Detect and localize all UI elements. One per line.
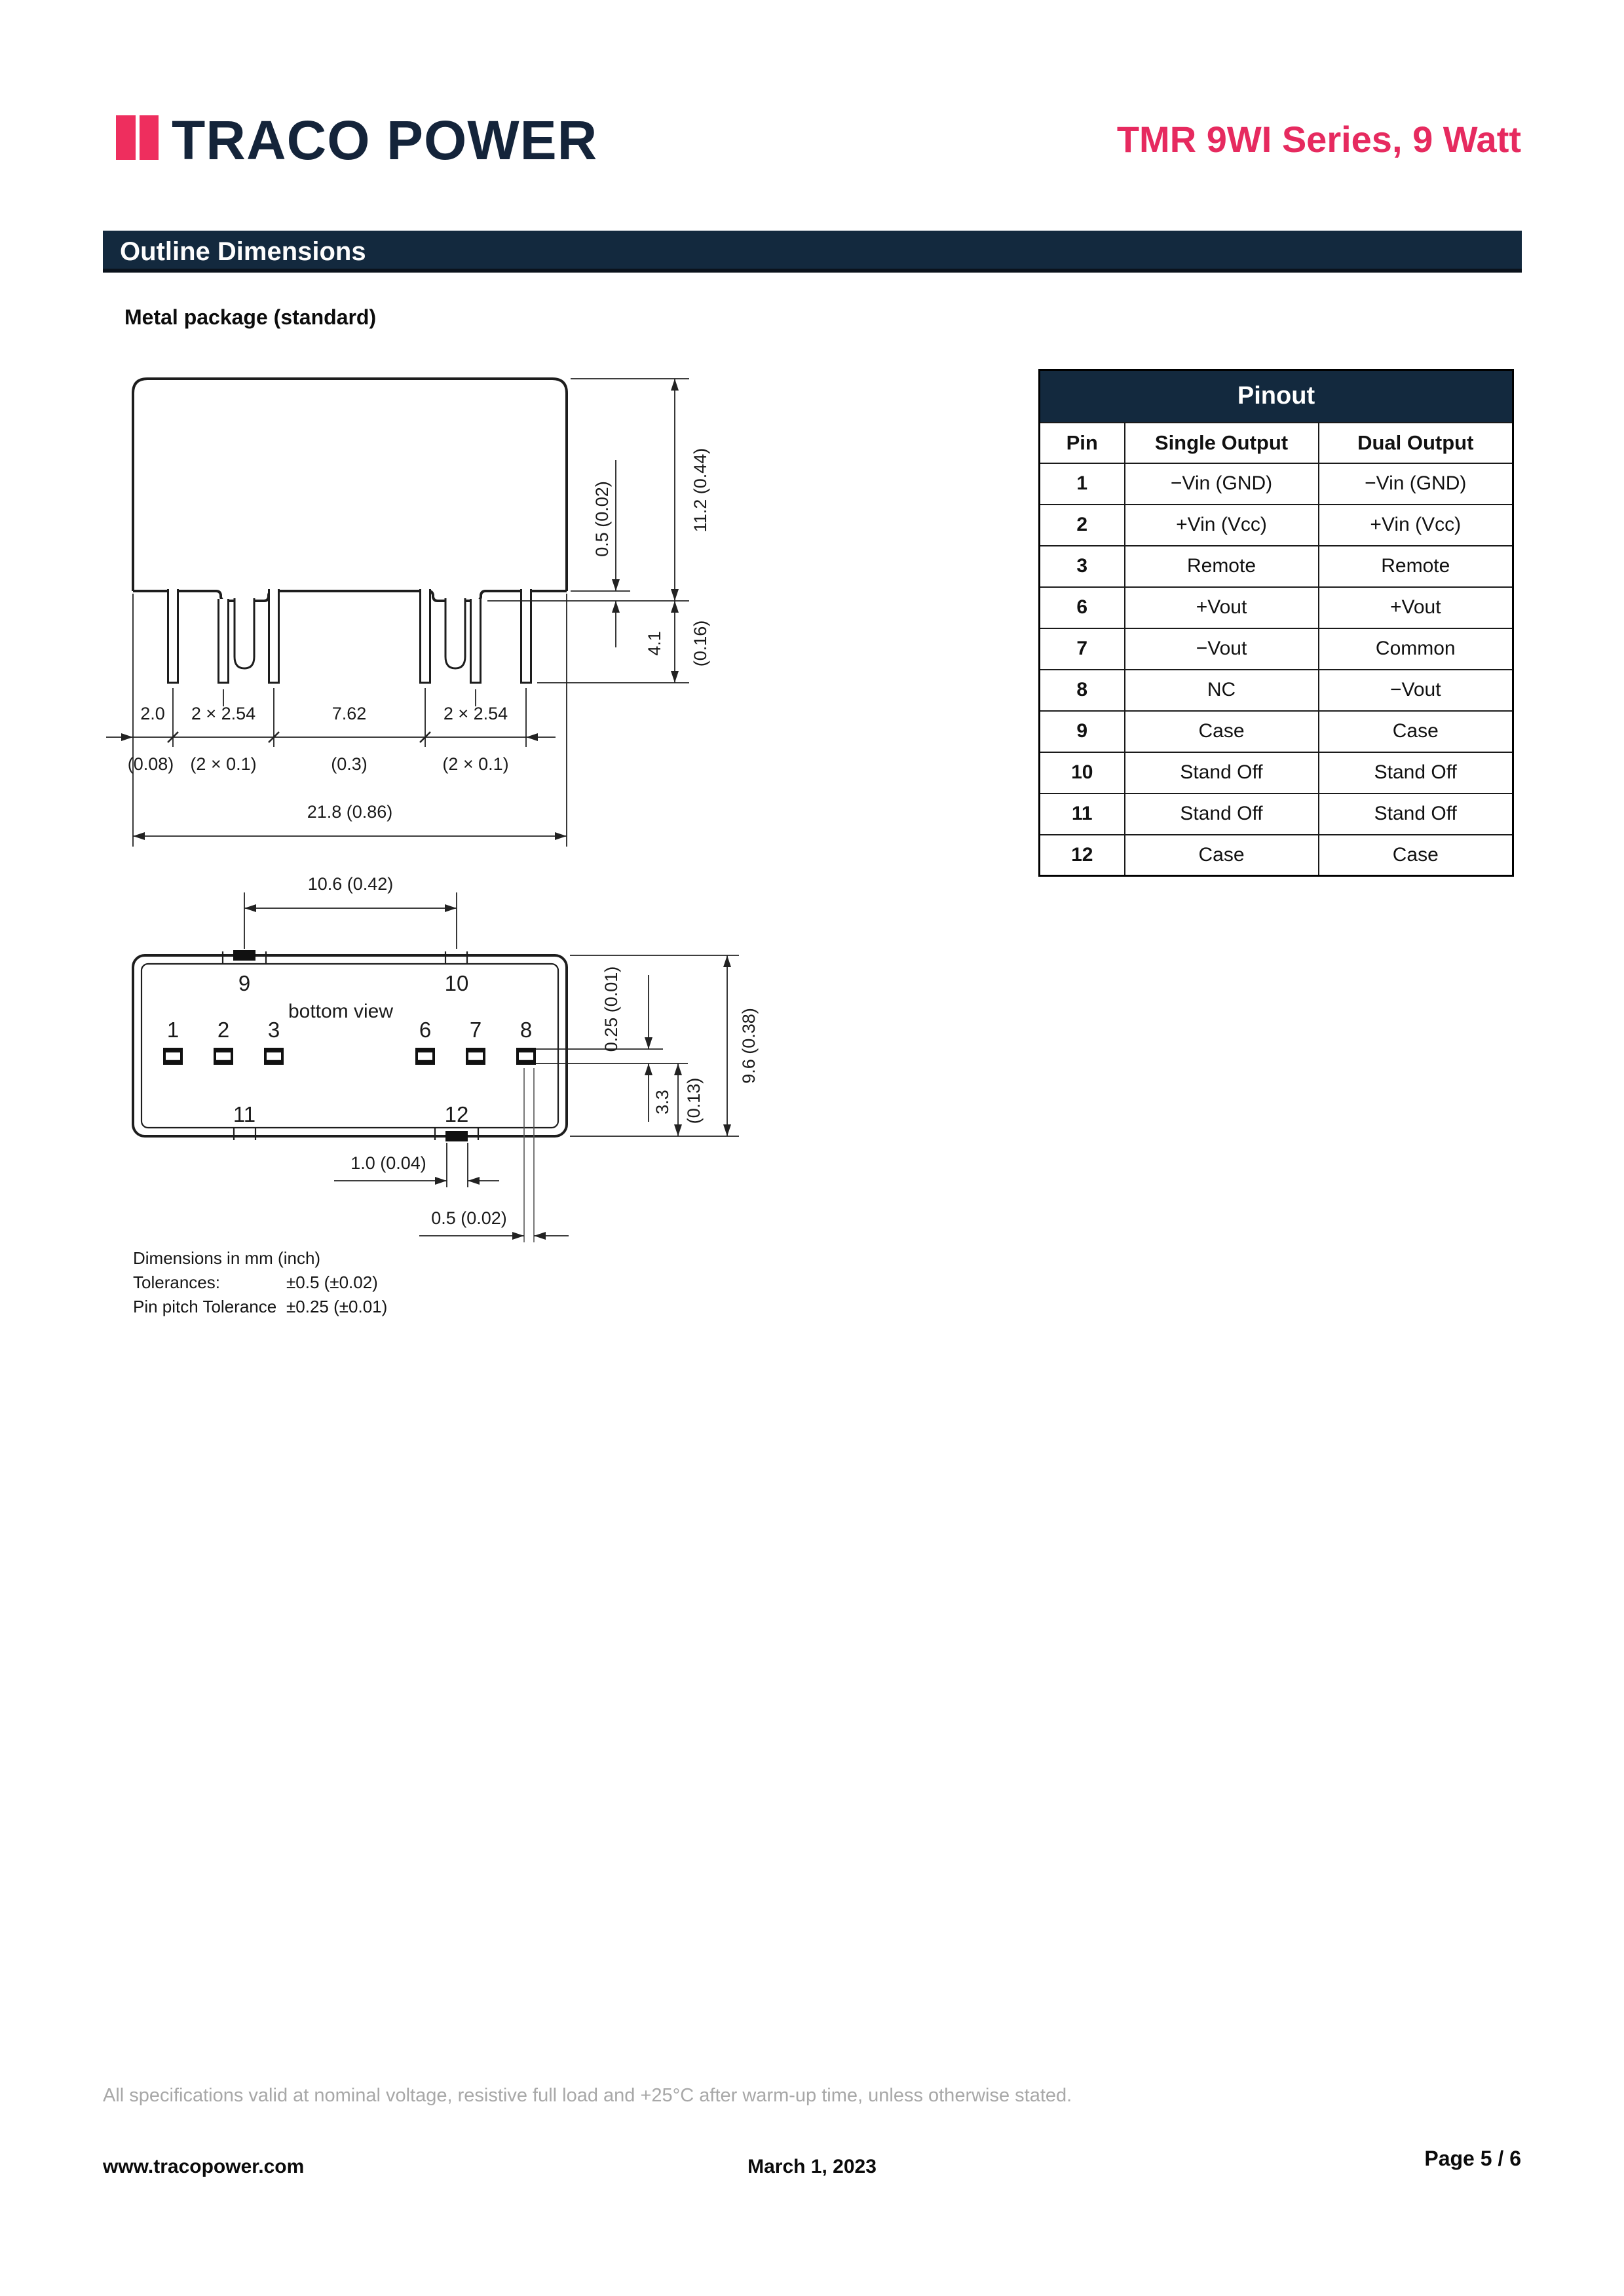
pin-label-9: 9 xyxy=(238,971,251,995)
table-row xyxy=(1040,628,1513,670)
column-header-pin: Pin xyxy=(1040,423,1125,463)
note-pin-pitch-value: ±0.25 (±0.01) xyxy=(286,1297,388,1316)
footer-page-number: Page 5 / 6 xyxy=(1424,2147,1521,2170)
dimension-lines xyxy=(106,379,689,847)
spec-disclaimer: All specifications valid at nominal voltage, resistive full load and +25°C after warm-up time, unless otherwise stated. xyxy=(103,2085,1072,2106)
pin-label-3: 3 xyxy=(267,1018,280,1042)
pin-number-cell: 7 xyxy=(1040,628,1125,670)
pin-function-cell: Remote xyxy=(1319,546,1513,587)
pin-pads xyxy=(164,1049,535,1063)
side-view-drawing xyxy=(98,360,753,858)
dim-standoff-pitch-label: 10.6 (0.42) xyxy=(307,874,394,894)
dimension-lines xyxy=(244,892,739,1242)
table-row xyxy=(1040,587,1513,628)
pin-number-cell: 12 xyxy=(1040,835,1125,876)
dim-depth-label: 9.6 (0.38) xyxy=(739,1008,759,1084)
dim-pad-row-in-label: (0.13) xyxy=(684,1077,704,1124)
dim-left-mm-label: 2.0 xyxy=(140,704,165,723)
table-row xyxy=(1040,752,1513,794)
note-pin-pitch-label: Pin pitch Tolerance xyxy=(133,1297,277,1316)
section-header: Outline Dimensions xyxy=(103,231,1522,273)
footer-website: www.tracopower.com xyxy=(103,2156,305,2177)
footer-date: March 1, 2023 xyxy=(747,2156,877,2177)
logo-bar-icon xyxy=(140,115,159,160)
pin xyxy=(471,599,481,683)
pin-function-cell: +Vout xyxy=(1319,587,1513,628)
pin xyxy=(269,589,279,683)
pin xyxy=(521,589,531,683)
pin xyxy=(219,599,229,683)
bottom-view-caption: bottom view xyxy=(288,1001,394,1022)
dim-center-in-label: (0.3) xyxy=(331,754,368,774)
dim-pitch2-mm-label: 2 × 2.54 xyxy=(443,704,508,723)
dim-tab-width-label: 1.0 (0.04) xyxy=(350,1153,426,1173)
pin-label-12: 12 xyxy=(444,1102,469,1126)
pin-number-cell: 6 xyxy=(1040,587,1125,628)
pin xyxy=(421,589,430,683)
dim-total-height-label: 11.2 (0.44) xyxy=(690,448,710,533)
table-row xyxy=(1040,835,1513,876)
pin xyxy=(168,589,178,683)
package-bottom-edge xyxy=(133,591,567,601)
logo-text: TRACO POWER xyxy=(172,109,598,171)
pin-number-cell: 9 xyxy=(1040,711,1125,752)
table-row xyxy=(1040,711,1513,752)
column-header-dual-output: Dual Output xyxy=(1319,423,1513,463)
product-title: TMR 9WI Series, 9 Watt xyxy=(1116,119,1521,160)
pin-label-2: 2 xyxy=(217,1018,230,1042)
pin-number-cell: 2 xyxy=(1040,505,1125,546)
logo-bar-icon xyxy=(116,115,136,160)
standoff-pin xyxy=(235,598,254,668)
pin-function-cell: −Vin (GND) xyxy=(1125,463,1319,505)
dim-center-mm-label: 7.62 xyxy=(331,704,367,723)
pinout-table-title: Pinout xyxy=(1040,370,1513,423)
pin-function-cell: Case xyxy=(1125,711,1319,752)
dim-step-label: 0.5 (0.02) xyxy=(592,481,612,557)
pin-number-cell: 10 xyxy=(1040,752,1125,794)
pin-function-cell: Stand Off xyxy=(1319,752,1513,794)
pin-function-cell: Common xyxy=(1319,628,1513,670)
pin-label-1: 1 xyxy=(166,1018,179,1042)
pin-function-cell: +Vin (Vcc) xyxy=(1125,505,1319,546)
pin-number-cell: 3 xyxy=(1040,546,1125,587)
pin-label-6: 6 xyxy=(419,1018,432,1042)
pin-function-cell: −Vout xyxy=(1125,628,1319,670)
pin-function-cell: −Vout xyxy=(1319,670,1513,711)
pin-function-cell: Remote xyxy=(1125,546,1319,587)
bottom-view-inner-outline xyxy=(142,964,558,1128)
dim-total-width-label: 21.8 (0.86) xyxy=(307,802,393,822)
pin-function-cell: Case xyxy=(1319,711,1513,752)
table-row xyxy=(1040,463,1513,505)
drawing-notes xyxy=(133,1246,387,1319)
column-header-single-output: Single Output xyxy=(1125,423,1319,463)
pin-label-8: 8 xyxy=(519,1018,533,1042)
note-units: Dimensions in mm (inch) xyxy=(133,1248,321,1268)
dim-left-in-label: (0.08) xyxy=(127,754,174,774)
dim-pad-height-label: 0.25 (0.01) xyxy=(601,966,621,1052)
package-type-label: Metal package (standard) xyxy=(124,305,377,329)
traco-logo-icon xyxy=(116,115,159,160)
pin-label-10: 10 xyxy=(444,971,469,995)
pin-function-cell: +Vout xyxy=(1125,587,1319,628)
standoff-pin xyxy=(445,598,465,668)
note-tolerances-label: Tolerances: xyxy=(133,1272,220,1292)
pin-function-cell: Stand Off xyxy=(1125,752,1319,794)
pinout-body xyxy=(1040,463,1513,876)
pin-function-cell: Stand Off xyxy=(1125,794,1319,835)
dim-pitch1-mm-label: 2 × 2.54 xyxy=(191,704,256,723)
pin-number-cell: 1 xyxy=(1040,463,1125,505)
dim-pitch1-in-label: (2 × 0.1) xyxy=(190,754,257,774)
pin-number-cell: 11 xyxy=(1040,794,1125,835)
dim-pitch2-in-label: (2 × 0.1) xyxy=(442,754,509,774)
pin-number-cell: 8 xyxy=(1040,670,1125,711)
dim-pin-length-mm-label: 4.1 xyxy=(645,631,664,656)
bottom-view-outer-outline xyxy=(133,955,567,1136)
pin-label-7: 7 xyxy=(469,1018,482,1042)
standoff-tab xyxy=(445,1131,468,1141)
table-row xyxy=(1040,546,1513,587)
pin-function-cell: Case xyxy=(1125,835,1319,876)
note-tolerances-value: ±0.5 (±0.02) xyxy=(286,1272,378,1292)
table-row xyxy=(1040,670,1513,711)
pin-function-cell: +Vin (Vcc) xyxy=(1319,505,1513,546)
pin-function-cell: NC xyxy=(1125,670,1319,711)
pin-label-11: 11 xyxy=(233,1102,256,1126)
dim-pad-row-mm-label: 3.3 xyxy=(652,1090,672,1115)
standoff-tab xyxy=(233,950,255,961)
table-row xyxy=(1040,794,1513,835)
pin-function-cell: −Vin (GND) xyxy=(1319,463,1513,505)
pinout-table xyxy=(1038,369,1512,877)
dim-pad-width-label: 0.5 (0.02) xyxy=(431,1208,507,1228)
pin-function-cell: Case xyxy=(1319,835,1513,876)
package-body-outline xyxy=(133,379,567,591)
dim-pin-length-in-label: (0.16) xyxy=(690,620,710,667)
pin-function-cell: Stand Off xyxy=(1319,794,1513,835)
table-row xyxy=(1040,505,1513,546)
